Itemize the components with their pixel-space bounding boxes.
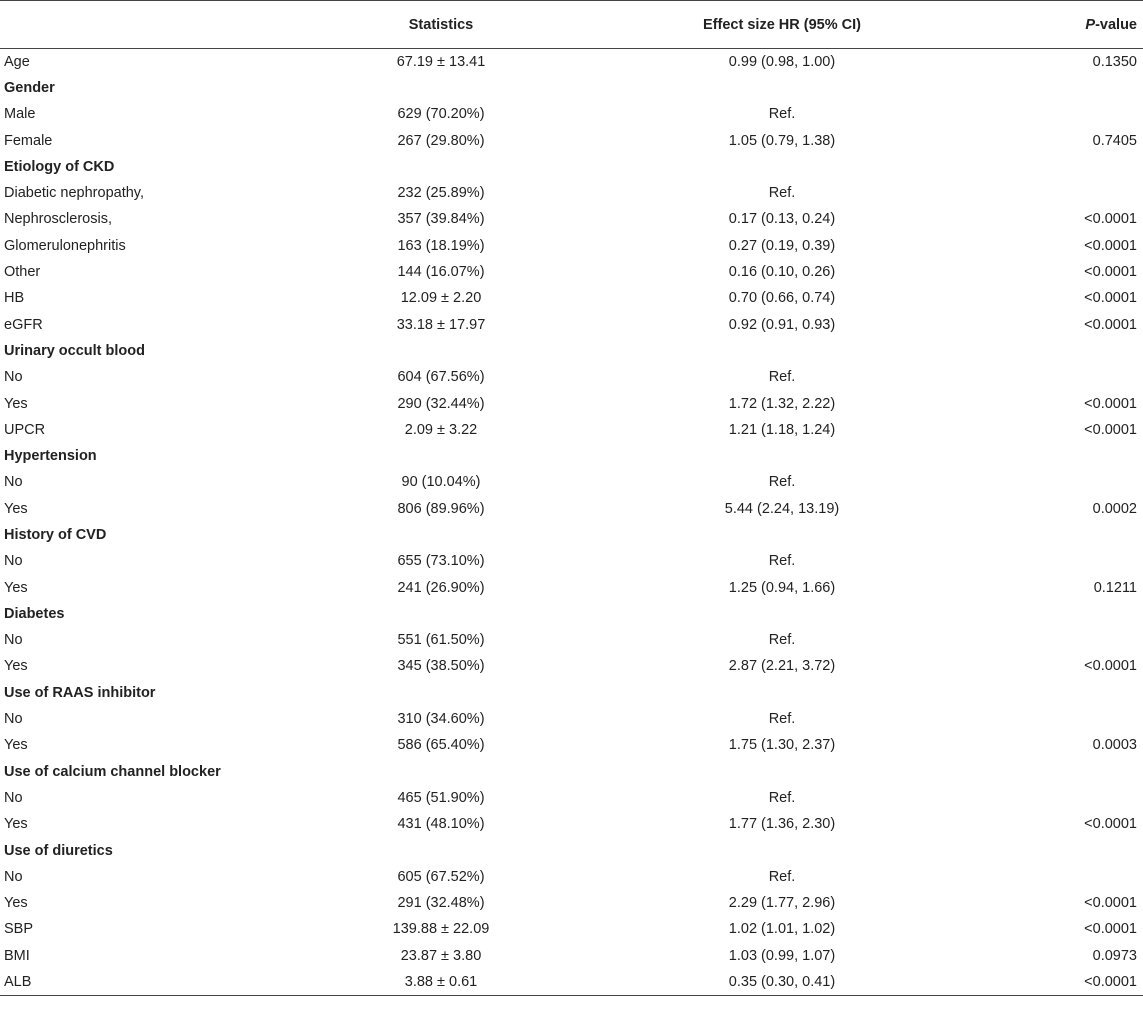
table-body [0, 49, 1143, 996]
table-row [0, 417, 1143, 443]
header-variable [0, 1, 310, 49]
p-value-cell: 0.0002 [1092, 500, 1137, 517]
statistics-cell: 3.88 ± 0.61 [310, 969, 572, 995]
section-row [0, 75, 1143, 101]
row-label: Diabetic nephropathy, [4, 185, 144, 202]
cell-empty [310, 75, 572, 101]
row-label: BMI [4, 947, 30, 964]
header-p-value-rest: -value [1095, 16, 1137, 33]
cell-empty [992, 154, 1143, 180]
row-label: Yes [4, 500, 28, 517]
effect-size-cell: 0.16 (0.10, 0.26) [728, 264, 836, 281]
statistics-cell: 291 (32.48%) [397, 895, 485, 912]
table-row [0, 943, 1143, 969]
row-label: eGFR [4, 316, 43, 333]
table-row [0, 811, 1143, 837]
statistics-cell: 2.09 ± 3.22 [404, 421, 478, 438]
row-label: Yes [4, 579, 28, 596]
section-row [0, 443, 1143, 469]
statistics-cell: 551 (61.50%) [397, 632, 485, 649]
table-row [0, 49, 1143, 75]
row-label: UPCR [4, 421, 46, 438]
section-label: Urinary occult blood [4, 342, 145, 359]
row-label: Yes [4, 816, 28, 833]
table-row [0, 285, 1143, 311]
cell-empty [572, 837, 992, 863]
header-row [0, 1, 1143, 49]
header-p-value [992, 1, 1143, 49]
section-row [0, 522, 1143, 548]
p-value-cell: 0.1350 [1092, 53, 1137, 70]
header-p-value-italic: P [1085, 16, 1096, 33]
p-value-cell: <0.0001 [1084, 895, 1137, 912]
table-row [0, 390, 1143, 416]
row-label: Yes [4, 395, 28, 412]
effect-size-cell: 1.25 (0.94, 1.66) [728, 579, 836, 596]
row-label: ALB [0, 969, 310, 995]
p-value-cell: <0.0001 [1084, 658, 1137, 675]
statistics-cell: 431 (48.10%) [397, 816, 485, 833]
effect-size-cell: 0.27 (0.19, 0.39) [728, 237, 836, 254]
effect-size-cell: 0.99 (0.98, 1.00) [728, 53, 836, 70]
statistics-cell: 604 (67.56%) [397, 369, 485, 386]
cell-empty [310, 443, 572, 469]
p-value-cell: <0.0001 [1084, 816, 1137, 833]
row-label: No [4, 868, 23, 885]
effect-size-cell: Ref. [768, 369, 796, 386]
cell-empty [310, 759, 572, 785]
p-value-cell [992, 469, 1143, 495]
cell-empty [572, 154, 992, 180]
statistics-cell: 357 (39.84%) [397, 211, 485, 228]
cell-empty [572, 680, 992, 706]
cell-empty [572, 443, 992, 469]
table-row [0, 627, 1143, 653]
row-label: No [4, 369, 23, 386]
row-label: No [4, 711, 23, 728]
table-row [0, 864, 1143, 890]
p-value-cell [992, 864, 1143, 890]
cell-empty [572, 601, 992, 627]
section-row [0, 154, 1143, 180]
table-row [0, 706, 1143, 732]
statistics-cell: 310 (34.60%) [397, 711, 485, 728]
effect-size-cell: Ref. [768, 474, 796, 491]
cell-empty [310, 837, 572, 863]
table-row [0, 311, 1143, 337]
table-row [0, 548, 1143, 574]
statistics-cell: 67.19 ± 13.41 [396, 53, 486, 70]
statistics-cell: 90 (10.04%) [401, 474, 481, 491]
statistics-cell: 232 (25.89%) [397, 185, 485, 202]
cell-empty [310, 154, 572, 180]
cell-empty [992, 522, 1143, 548]
statistics-cell: 655 (73.10%) [397, 553, 485, 570]
effect-size-cell: 2.87 (2.21, 3.72) [728, 658, 836, 675]
table-row [0, 969, 1143, 995]
cell-empty [310, 601, 572, 627]
effect-size-cell: 0.17 (0.13, 0.24) [728, 211, 836, 228]
p-value-cell: <0.0001 [1084, 211, 1137, 228]
table-row [0, 574, 1143, 600]
p-value-cell: <0.0001 [1084, 316, 1137, 333]
p-value-cell: 0.0003 [1092, 737, 1137, 754]
p-value-cell: <0.0001 [1084, 395, 1137, 412]
statistics-cell: 465 (51.90%) [397, 789, 485, 806]
cell-empty [572, 522, 992, 548]
p-value-cell [992, 101, 1143, 127]
effect-size-cell: 2.29 (1.77, 2.96) [728, 895, 836, 912]
row-label: SBP [4, 921, 34, 938]
p-value-cell: <0.0001 [1084, 237, 1137, 254]
cell-empty [992, 338, 1143, 364]
p-value-cell: <0.0001 [992, 969, 1143, 995]
statistics-cell: 23.87 ± 3.80 [400, 947, 482, 964]
cell-empty [992, 837, 1143, 863]
row-label: Age [4, 53, 30, 70]
table-row [0, 496, 1143, 522]
statistics-cell: 345 (38.50%) [397, 658, 485, 675]
effect-size-cell: 1.77 (1.36, 2.30) [728, 816, 836, 833]
cell-empty [572, 75, 992, 101]
p-value-cell [992, 364, 1143, 390]
section-label: Use of RAAS inhibitor [4, 684, 156, 701]
section-label: Diabetes [4, 605, 65, 622]
effect-size-cell: 1.02 (1.01, 1.02) [728, 921, 836, 938]
effect-size-cell: Ref. [768, 185, 796, 202]
cell-empty [572, 338, 992, 364]
section-row [0, 837, 1143, 863]
table-row [0, 259, 1143, 285]
cell-empty [310, 338, 572, 364]
row-label: No [4, 632, 23, 649]
cell-empty [992, 75, 1143, 101]
section-label: History of CVD [4, 526, 107, 543]
section-row [0, 601, 1143, 627]
section-label: Use of diuretics [4, 842, 113, 859]
section-label: Gender [4, 79, 55, 96]
section-label: Etiology of CKD [4, 158, 115, 175]
p-value-cell: 0.7405 [1092, 132, 1137, 149]
effect-size-cell: 1.75 (1.30, 2.37) [728, 737, 836, 754]
p-value-cell: <0.0001 [1084, 290, 1137, 307]
section-row [0, 680, 1143, 706]
table-row [0, 890, 1143, 916]
table-row [0, 653, 1143, 679]
cell-empty [310, 680, 572, 706]
statistics-cell: 33.18 ± 17.97 [396, 316, 486, 333]
table-row [0, 180, 1143, 206]
p-value-cell [992, 706, 1143, 732]
table-header [0, 1, 1143, 49]
p-value-cell [992, 627, 1143, 653]
row-label: Male [4, 106, 36, 123]
row-label: No [4, 553, 23, 570]
row-label: Yes [4, 895, 28, 912]
row-label: Yes [4, 737, 28, 754]
row-label: Glomerulonephritis [4, 237, 126, 254]
effect-size-cell: 1.05 (0.79, 1.38) [728, 132, 836, 149]
statistics-cell: 290 (32.44%) [397, 395, 485, 412]
row-label: Female [4, 132, 53, 149]
table-row [0, 732, 1143, 758]
effect-size-cell: Ref. [768, 632, 796, 649]
row-label: No [4, 474, 23, 491]
table-row [0, 233, 1143, 259]
section-label: Hypertension [4, 448, 97, 465]
effect-size-cell: 1.03 (0.99, 1.07) [728, 947, 836, 964]
effect-size-cell: Ref. [768, 106, 796, 123]
section-row [0, 338, 1143, 364]
cell-empty [992, 759, 1143, 785]
p-value-cell [992, 548, 1143, 574]
effect-size-cell: 1.21 (1.18, 1.24) [728, 421, 836, 438]
table-row [0, 364, 1143, 390]
statistics-cell: 163 (18.19%) [397, 237, 485, 254]
effect-size-cell: 0.92 (0.91, 0.93) [728, 316, 836, 333]
statistics-cell: 806 (89.96%) [397, 500, 485, 517]
cell-empty [992, 443, 1143, 469]
table-row [0, 206, 1143, 232]
statistics-cell: 241 (26.90%) [397, 579, 485, 596]
statistics-cell: 605 (67.52%) [397, 868, 485, 885]
section-row [0, 759, 1143, 785]
row-label: Yes [4, 658, 28, 675]
effect-size-cell: Ref. [768, 711, 796, 728]
p-value-cell: 0.0973 [1092, 947, 1137, 964]
p-value-cell [992, 180, 1143, 206]
cell-empty [992, 601, 1143, 627]
row-label: HB [4, 290, 25, 307]
header-statistics: Statistics [310, 1, 572, 49]
statistics-cell: 267 (29.80%) [397, 132, 485, 149]
effect-size-cell: 5.44 (2.24, 13.19) [724, 500, 840, 517]
effect-size-cell: Ref. [768, 789, 796, 806]
effect-size-cell: 0.35 (0.30, 0.41) [572, 969, 992, 995]
section-label: Use of calcium channel blocker [4, 763, 221, 780]
statistics-cell: 144 (16.07%) [397, 264, 485, 281]
p-value-cell: <0.0001 [1084, 421, 1137, 438]
p-value-cell: <0.0001 [1084, 921, 1137, 938]
effect-size-cell: 0.70 (0.66, 0.74) [728, 290, 836, 307]
row-label: No [4, 789, 23, 806]
table-row [0, 469, 1143, 495]
p-value-cell: 0.1211 [1093, 579, 1137, 596]
cell-empty [572, 759, 992, 785]
table-row [0, 101, 1143, 127]
table-row [0, 127, 1143, 153]
statistics-cell: 586 (65.40%) [397, 737, 485, 754]
statistics-cell: 12.09 ± 2.20 [400, 290, 482, 307]
p-value-cell [992, 785, 1143, 811]
effect-size-cell: Ref. [768, 868, 796, 885]
p-value-cell: <0.0001 [1084, 264, 1137, 281]
effect-size-cell: Ref. [768, 553, 796, 570]
cell-empty [310, 522, 572, 548]
row-label: Nephrosclerosis, [4, 211, 112, 228]
effect-size-cell: 1.72 (1.32, 2.22) [728, 395, 836, 412]
statistics-cell: 629 (70.20%) [397, 106, 485, 123]
statistics-cell: 139.88 ± 22.09 [392, 921, 490, 938]
header-effect-size: Effect size HR (95% CI) [572, 1, 992, 49]
cell-empty [992, 680, 1143, 706]
table-row [0, 785, 1143, 811]
table-row [0, 916, 1143, 942]
row-label: Other [4, 264, 41, 281]
